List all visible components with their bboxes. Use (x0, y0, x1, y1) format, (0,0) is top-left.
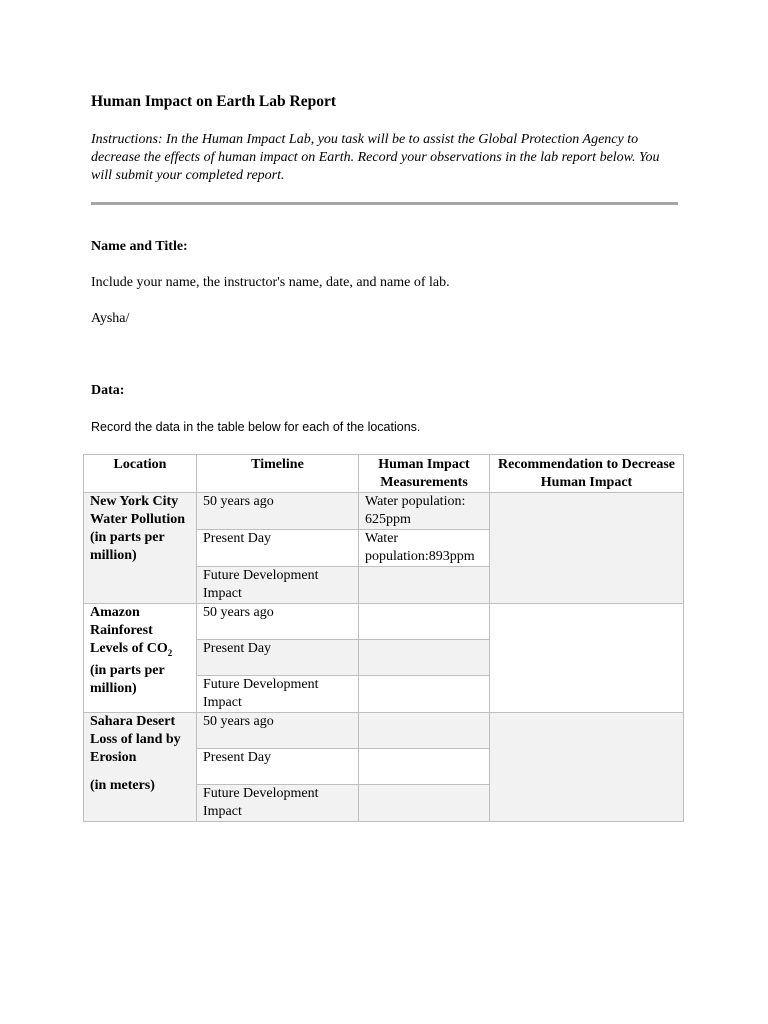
measurement-cell[interactable] (359, 567, 490, 604)
subscript: 2 (167, 647, 173, 658)
header-measurements: Human Impact Measurements (359, 455, 490, 493)
timeline-cell: 50 years ago (197, 493, 359, 530)
header-recommendation: Recommendation to Decrease Human Impact (490, 455, 684, 493)
timeline-cell: Future Development Impact (197, 676, 359, 713)
data-table (83, 454, 684, 822)
timeline-cell: 50 years ago (197, 604, 359, 640)
table-header-row (84, 455, 684, 493)
data-section-heading: Data: (91, 383, 125, 398)
measurement-cell[interactable] (359, 604, 490, 640)
measurement-cell[interactable] (359, 749, 490, 785)
location-unit: (in parts per million) (90, 662, 165, 696)
recommendation-cell[interactable] (490, 713, 684, 822)
name-answer-text[interactable]: Aysha/ (91, 311, 130, 326)
timeline-cell: Present Day (197, 640, 359, 676)
timeline-cell: 50 years ago (197, 713, 359, 749)
location-name: Amazon Rainforest Levels of $CO_2$ (90, 605, 173, 658)
recommendation-cell[interactable] (490, 604, 684, 713)
timeline-cell: Future Development Impact (197, 567, 359, 604)
table-row (84, 604, 684, 640)
timeline-cell: Present Day (197, 530, 359, 567)
measurement-cell[interactable] (359, 640, 490, 676)
header-location: Location (84, 455, 197, 493)
location-cell (84, 604, 197, 713)
report-title: Human Impact on Earth Lab Report (91, 93, 337, 110)
timeline-cell: Future Development Impact (197, 785, 359, 822)
table-row (84, 493, 684, 530)
location-unit: (in meters) (90, 778, 155, 793)
horizontal-divider (91, 202, 678, 205)
recommendation-cell[interactable] (490, 493, 684, 604)
name-section-heading: Name and Title: (91, 239, 188, 254)
instructions-text: Instructions: In the Human Impact Lab, you task will be to assist the Global Protection Agency to decrease the effects of human impact on Earth. Record your observations in the lab report below. You will submit your completed report. (91, 132, 660, 183)
header-timeline: Timeline (197, 455, 359, 493)
measurement-cell[interactable] (359, 785, 490, 822)
measurement-cell[interactable]: Water population:893ppm (359, 530, 490, 567)
data-section-prompt: Record the data in the table below for each of the locations. (91, 420, 421, 434)
measurement-cell[interactable] (359, 713, 490, 749)
location-cell (84, 713, 197, 822)
location-cell (84, 493, 197, 604)
name-section-prompt: Include your name, the instructor's name, date, and name of lab. (91, 275, 450, 290)
measurement-cell[interactable] (359, 676, 490, 713)
timeline-cell: Present Day (197, 749, 359, 785)
measurement-cell[interactable]: Water population: 625ppm (359, 493, 490, 530)
location-name: Sahara Desert Loss of land by Erosion (90, 714, 181, 765)
table-row (84, 713, 684, 749)
location-name: New York City Water Pollution (90, 494, 186, 527)
location-unit: (in parts per million) (90, 530, 165, 563)
